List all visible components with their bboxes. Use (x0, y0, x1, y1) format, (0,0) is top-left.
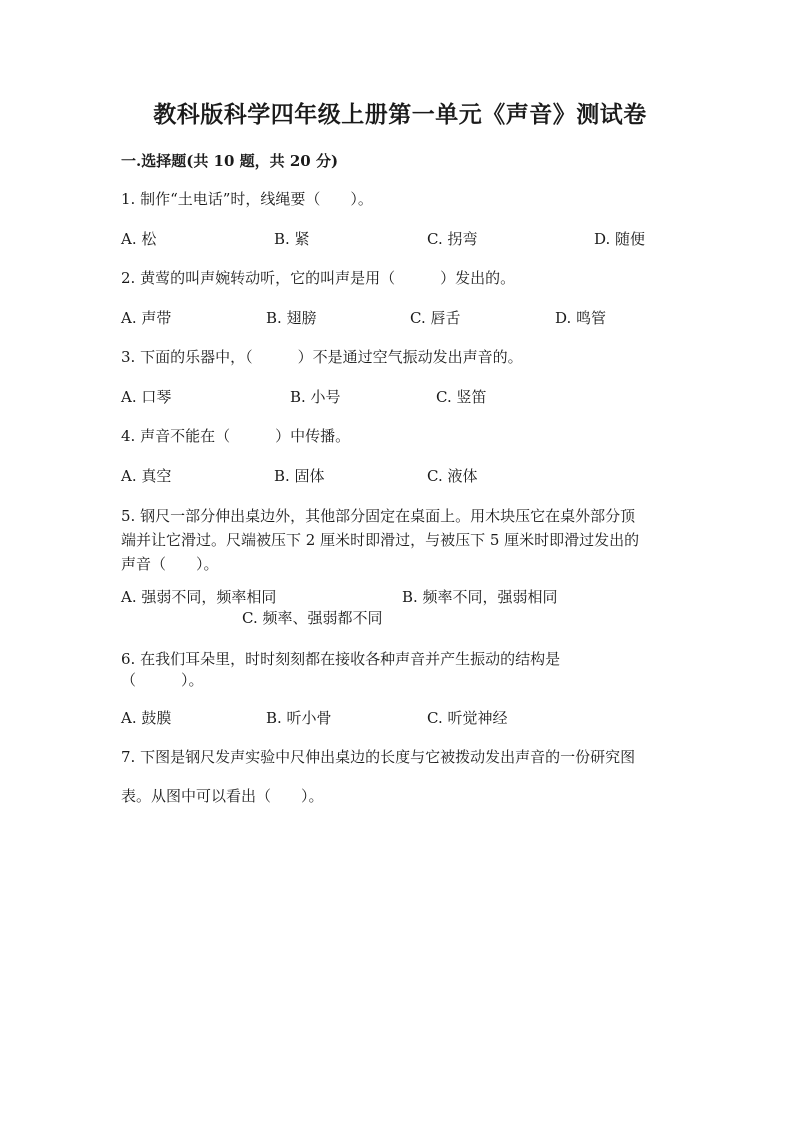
question-1-stem: 1. 制作“土电话”时，线绳要（ ）。 (121, 190, 373, 208)
section-heading: 一.选择题(共 10 题，共 20 分) (121, 152, 339, 170)
q2-option-d: D. 鸣管 (555, 309, 607, 327)
q2-option-a: A. 声带 (121, 309, 172, 327)
q3-option-c: C. 竖笛 (436, 388, 487, 406)
question-7-stem-line-2: 表。从图中可以看出（ ）。 (121, 787, 324, 805)
page-title: 教科版科学四年级上册第一单元《声音》测试卷 (153, 101, 647, 128)
q6-option-c: C. 听觉神经 (427, 709, 508, 727)
question-6-stem-line-2: （ ）。 (121, 671, 204, 689)
q1-option-d: D. 随便 (594, 230, 646, 248)
question-6-stem-line-1: 6. 在我们耳朵里，时时刻刻都在接收各种声音并产生振动的结构是 (121, 650, 561, 668)
q4-option-b: B. 固体 (274, 467, 325, 485)
q4-option-a: A. 真空 (121, 467, 172, 485)
q5-option-c: C. 频率、强弱都不同 (242, 609, 383, 627)
question-5-stem-line-3: 声音（ ）。 (121, 555, 219, 573)
q2-option-b: B. 翅膀 (266, 309, 317, 327)
q5-option-a: A. 强弱不同，频率相同 (121, 588, 277, 606)
q5-option-b: B. 频率不同，强弱相同 (402, 588, 558, 606)
q1-option-b: B. 紧 (274, 230, 310, 248)
q3-option-a: A. 口琴 (121, 388, 172, 406)
q1-option-c: C. 拐弯 (427, 230, 478, 248)
question-5-stem-line-2: 端并让它滑过。尺端被压下 2 厘米时即滑过，与被压下 5 厘米时即滑过发出的 (121, 531, 640, 549)
question-5-stem-line-1: 5. 钢尺一部分伸出桌边外，其他部分固定在桌面上。用木块压它在桌外部分顶 (121, 507, 636, 525)
q6-option-b: B. 听小骨 (266, 709, 332, 727)
q2-option-c: C. 唇舌 (410, 309, 461, 327)
q3-option-b: B. 小号 (290, 388, 341, 406)
q1-option-a: A. 松 (121, 230, 157, 248)
q4-option-c: C. 液体 (427, 467, 478, 485)
question-7-stem-line-1: 7. 下图是钢尺发声实验中尺伸出桌边的长度与它被拨动发出声音的一份研究图 (121, 748, 636, 766)
question-4-stem: 4. 声音不能在（ ）中传播。 (121, 427, 351, 445)
question-2-stem: 2. 黄莺的叫声婉转动听，它的叫声是用（ ）发出的。 (121, 269, 516, 287)
question-3-stem: 3. 下面的乐器中，（ ）不是通过空气振动发出声音的。 (121, 348, 523, 366)
q6-option-a: A. 鼓膜 (121, 709, 172, 727)
